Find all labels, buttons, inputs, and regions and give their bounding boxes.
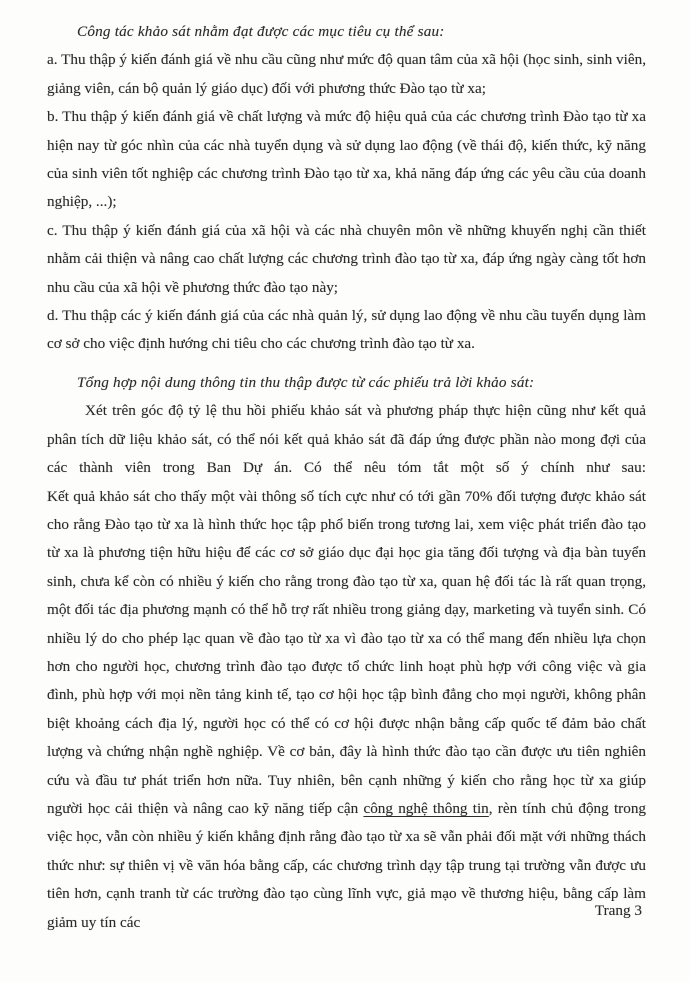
objective-item-c: c. Thu thập ý kiến đánh giá của xã hội và các nhà chuyên môn về những khuyến nghị cần thiết nhằm cải thiện và nâng cao chất lượng các chương trình đào tạo từ xa, đáp ứng ngày càng tốt hơn nhu cầu của xã hội về phương thức đào tạo này; [47, 221, 646, 296]
page-number: Trang 3 [594, 902, 642, 919]
objective-item-d: d. Thu thập các ý kiến đánh giá của các nhà quản lý, sử dụng lao động về nhu cầu tuyển dụng làm cơ sở cho việc định hướng chi tiêu cho các chương trình đào tạo từ xa. [47, 307, 646, 353]
objectives-heading: Công tác khảo sát nhằm đạt được các mục tiêu cụ thể sau: [77, 23, 445, 40]
summary-detail-text-after: , rèn tính chủ động trong việc học, vẫn còn nhiều ý kiến khẳng định rằng đào tạo từ xa sẽ vẫn phải đối mặt với những thách thức như: sự thiên vị về văn hóa bằng cấp, các chương trình dạy tập trung tại trường vẫn được ưu tiên hơn, cạnh tranh từ các trường đào tạo cùng lĩnh vực, giả mạo về thương hiệu, bằng cấp làm giảm uy tín các [47, 799, 647, 931]
summary-intro-paragraph: Xét trên góc độ tỷ lệ thu hồi phiếu khảo sát và phương pháp thực hiện cũng như kết quả phân tích dữ liệu khảo sát, có thể nói kết quả khảo sát đã đáp ứng được phần nào mong đợi của các thành viên trong Ban Dự án. Có thể nêu tóm tắt một số ý chính như sau: [47, 402, 646, 477]
objective-item-b: b. Thu thập ý kiến đánh giá về chất lượng và mức độ hiệu quả của các chương trình Đào tạo từ xa hiện nay từ góc nhìn của các nhà tuyển dụng và sử dụng lao động (về thái độ, kiến thức, kỹ năng của sinh viên tốt nghiệp các chương trình Đào tạo từ xa, khả năng đáp ứng các yêu cầu của doanh nghiệp, ...); [47, 108, 646, 211]
underlined-phrase-cong-nghe-thong-tin: công nghệ thông tin [363, 799, 489, 817]
summary-detail-paragraph [47, 483, 646, 938]
summary-heading: Tổng hợp nội dung thông tin thu thập được từ các phiếu trả lời khảo sát: [77, 373, 535, 391]
page-content [47, 18, 646, 937]
summary-detail-text-before: Kết quả khảo sát cho thấy một vài thông số tích cực như có tới gần 70% đối tượng được khảo sát cho rằng Đào tạo từ xa là hình thức học tập phổ biến trong tương lai, xem việc phát triển đào tạo từ xa là phương tiện hữu hiệu để các cơ sở giáo dục đại học gia tăng đối tượng và địa bàn tuyển sinh, chưa kể còn có nhiều ý kiến cho rằng trong đào tạo từ xa, quan hệ đối tác là rất quan trọng, một đối tác địa phương mạnh có thể hỗ trợ rất nhiều trong giảng dạy, marketing và tuyển sinh. Có nhiều lý do cho phép lạc quan về đào tạo từ xa vì đào tạo từ xa có thể mang đến nhiều lựa chọn hơn cho người học, chương trình đào tạo được tổ chức linh hoạt phù hợp với công việc và gia đình, phù hợp với mọi nền tảng kinh tế, tạo cơ hội học tập bình đẳng cho mọi người, không phân biệt khoảng cách địa lý, người học có thể có cơ hội được nhận bằng cấp quốc tế đảm bảo chất lượng và chứng nhận nghề nghiệp. Về cơ bản, đây là hình thức đào tạo cần được ưu tiên nghiên cứu và đầu tư phát triển hơn nữa. Tuy nhiên, bên cạnh những ý kiến cho rằng học từ xa giúp người học cải thiện và nâng cao kỹ năng tiếp cận [47, 487, 646, 817]
objective-item-a: a. Thu thập ý kiến đánh giá về nhu cầu cũng như mức độ quan tâm của xã hội (học sinh, sinh viên, giảng viên, cán bộ quản lý giáo dục) đối với phương thức Đào tạo từ xa; [47, 51, 646, 97]
